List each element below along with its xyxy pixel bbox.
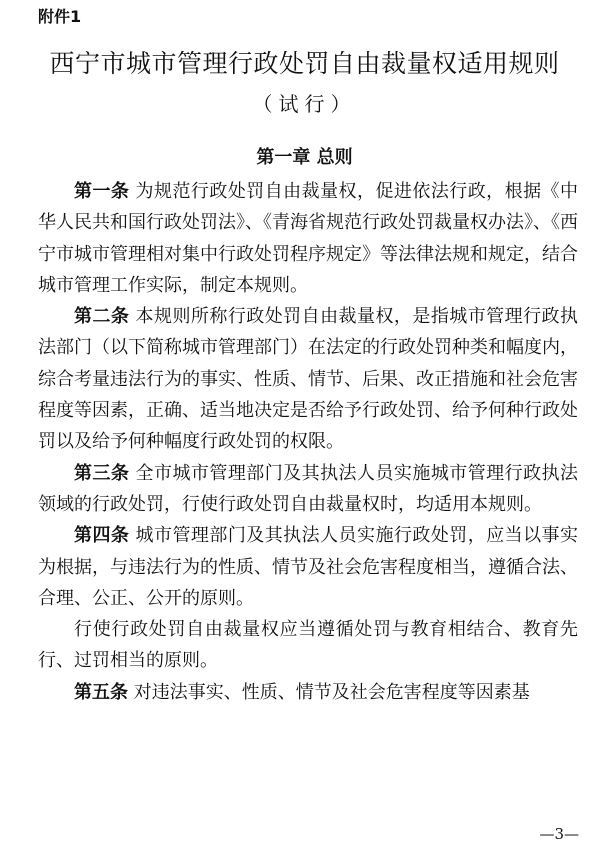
document-subtitle: （试行） [252,92,357,116]
article-label: 第二条 [74,306,130,328]
document-body [38,176,578,708]
article-label: 第三条 [74,462,130,484]
paragraph-text: 全市城市管理部门及其执法人员实施城市管理行政执法领域的行政处罚，行使行政处罚自由裁量权时，均适用本规则。 [38,462,578,515]
chapter-heading: 第一章 总则 [256,147,353,168]
paragraph-article-5 [38,677,578,708]
paragraph-article-4-continued [38,614,578,677]
paragraph-article-2 [38,301,578,457]
page-number: —3— [539,825,579,843]
paragraph-text: 为规范行政处罚自由裁量权，促进依法行政，根据《中华人民共和国行政处罚法》、《青海省规范行政处罚裁量权办法》、《西宁市城市管理相对集中行政处罚程序规定》等法律法规和规定，结合城市管理工作实际，制定本规则。 [38,181,578,296]
attachment-label: 附件1 [38,7,82,26]
paragraph-text: 对违法事实、性质、情节及社会危害程度等因素基 [128,681,530,703]
paragraph-article-1 [38,176,578,301]
paragraph-text: 行使行政处罚自由裁量权应当遵循处罚与教育相结合、教育先行、过罚相当的原则。 [38,619,578,672]
article-label: 第五条 [74,681,128,703]
paragraph-article-4 [38,520,578,614]
paragraph-text: 城市管理部门及其执法人员实施行政处罚，应当以事实为根据，与违法行为的性质、情节及社会危害程度相当，遵循合法、合理、公正、公开的原则。 [38,525,578,609]
paragraph-article-3 [38,458,578,521]
paragraph-text: 本规则所称行政处罚自由裁量权，是指城市管理行政执法部门（以下简称城市管理部门）在法定的行政处罚种类和幅度内，综合考量违法行为的事实、性质、情节、后果、改正措施和社会危害程度等因素，正确、适当地决定是否给予行政处罚、给予何种行政处罚以及给予何种幅度行政处罚的权限。 [38,306,578,453]
document-title: 西宁市城市管理行政处罚自由裁量权适用规则 [49,49,560,78]
article-label: 第一条 [74,181,130,202]
article-label: 第四条 [74,525,130,547]
